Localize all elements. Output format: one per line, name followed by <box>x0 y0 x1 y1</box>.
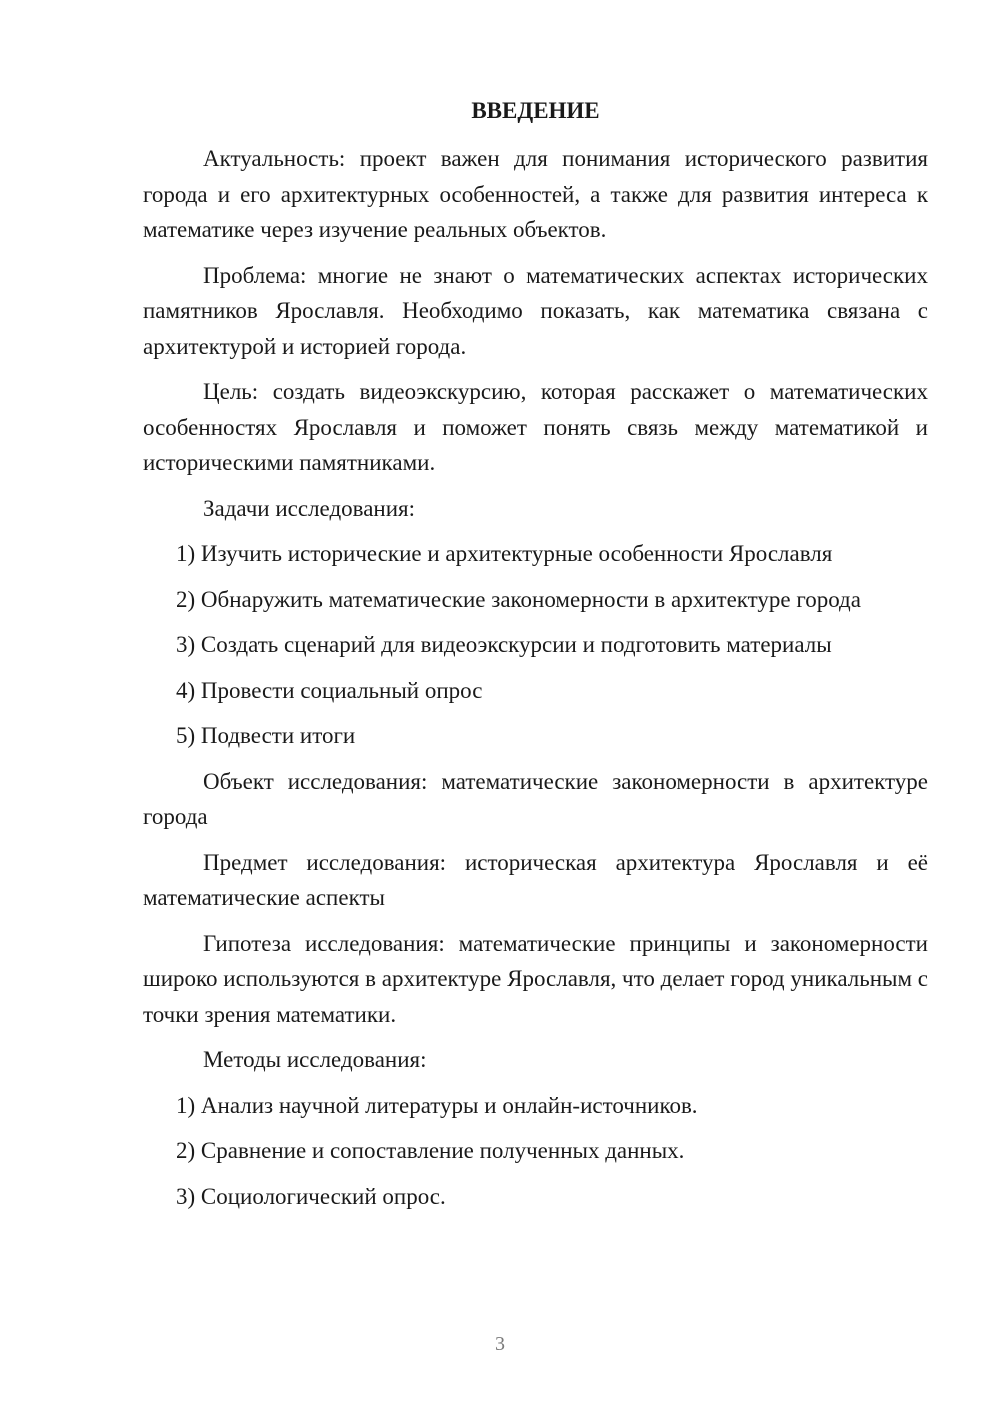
subject-paragraph: Предмет исследования: историческая архитектура Ярославля и её математические аспекты <box>143 849 928 910</box>
page-number: 3 <box>495 1333 505 1355</box>
methods-heading: Методы исследования: <box>203 1047 427 1072</box>
list-item: 2) Сравнение и сопоставление полученных данных. <box>176 1138 685 1163</box>
relevance-paragraph: Актуальность: проект важен для понимания исторического развития города и его архитектурных особенностей, а также для развития интереса к математике через изучение реальных объектов. <box>143 146 928 242</box>
tasks-list <box>143 536 928 754</box>
list-item: 4) Провести социальный опрос <box>176 677 483 703</box>
goal-paragraph: Цель: создать видеоэкскурсию, которая расскажет о математических особенностях Ярославля и поможет понять связь между математикой и историческими памятниками. <box>143 379 928 475</box>
list-item: 5) Подвести итоги <box>176 723 356 748</box>
tasks-heading: Задачи исследования: <box>203 495 416 521</box>
methods-list <box>143 1088 928 1215</box>
list-item: 3) Социологический опрос. <box>176 1183 446 1209</box>
list-item: 1) Изучить исторические и архитектурные особенности Ярославля <box>176 541 833 566</box>
list-item: 1) Анализ научной литературы и онлайн-источников. <box>176 1092 698 1118</box>
document-page <box>143 93 928 1224</box>
list-item: 3) Создать сценарий для видеоэкскурсии и подготовить материалы <box>176 632 832 657</box>
object-paragraph: Объект исследования: математические закономерности в архитектуре города <box>143 768 928 829</box>
section-heading: ВВЕДЕНИЕ <box>471 98 600 123</box>
problem-paragraph: Проблема: многие не знают о математических аспектах исторических памятников Ярославля. Необходимо показать, как математика связана с архитектурой и историей города. <box>143 262 928 359</box>
hypothesis-paragraph: Гипотеза исследования: математические принципы и закономерности широко используются в архитектуре Ярославля, что делает город уникальным с точки зрения математики. <box>143 930 928 1027</box>
list-item: 2) Обнаружить математические закономерности в архитектуре города <box>176 586 861 612</box>
